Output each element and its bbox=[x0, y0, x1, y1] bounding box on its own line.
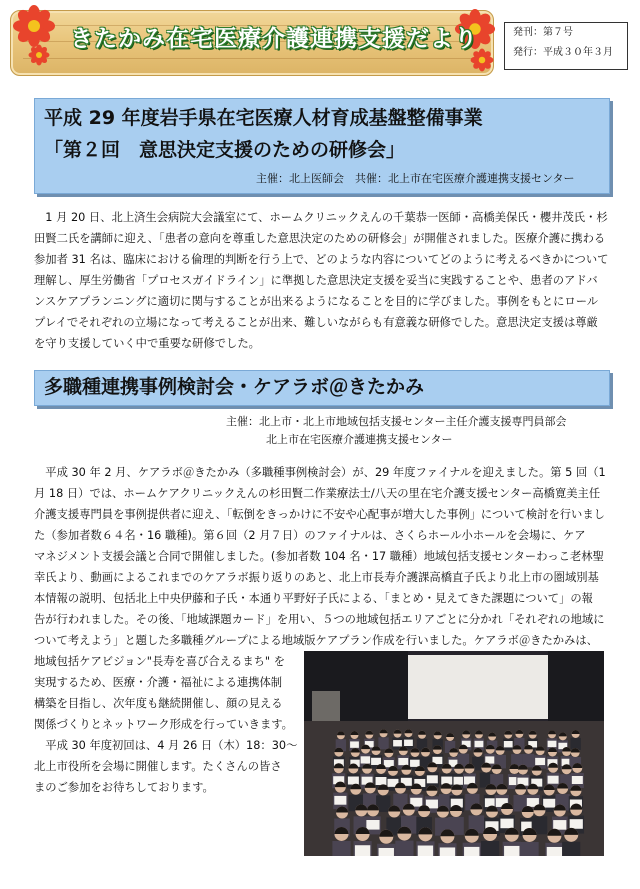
newsletter-title: きたかみ在宅医療介護連携支援だより bbox=[70, 26, 478, 52]
group-photo bbox=[304, 651, 604, 856]
body-line: 参加者 31 名は、臨床における倫理的判断を行う上で、どのような内容についてどのように考えるべきかについて bbox=[34, 253, 609, 266]
body-line: 関係づくりとネットワーク形成を行っていきます。 bbox=[34, 718, 293, 731]
body-line: ついて考えよう」と題した多職種グループによる地域版ケアプラン作成を行いました。ケアラボ＠きたかみは、 bbox=[34, 634, 598, 647]
body-line: 田賢二氏を講師に迎え、「患者の意向を尊重した意思決定のための研修会」が開催されました。医療介護に携わる bbox=[34, 232, 606, 245]
body-line: 1 月 20 日、北上済生会病院大会議室にて、ホームクリニックえんの千葉恭一医師・高橋美保氏・櫻井茂氏・杉 bbox=[34, 211, 608, 224]
article2-body-narrow bbox=[34, 651, 302, 798]
article1-body bbox=[34, 207, 614, 354]
issue-info-box bbox=[504, 22, 628, 70]
article2-body bbox=[34, 462, 614, 651]
body-line: マネジメント支援会議と合同で開催しました。(参加者数 104 名・17 職種）地域包括支援センターわっこ老林聖 bbox=[34, 550, 604, 563]
article1-sponsor: 主催：北上医師会 共催：北上市在宅医療介護連携支援センター bbox=[256, 172, 575, 185]
body-line: 本情報の説明、包括北上中央伊藤和子氏・本通り平野好子氏による、「まとめ・見えてきた課題について」の報 bbox=[34, 592, 593, 605]
article1-title-line2: 「第２回 意思決定支援のための研修会」 bbox=[44, 139, 406, 161]
body-line: 告が行われました。その後、「地域課題カード」を用い、５つの地域包括エリアごとに分かれ「それぞれの地域に bbox=[34, 613, 605, 626]
body-line: 幸氏より、動画によるこれまでのケアラボ振り返りのあと、北上市長寿介護課高橋直子氏より北上市の圏域別基 bbox=[34, 571, 599, 584]
body-line: 構築を目指し、次年度も継続開催し、顔の見える bbox=[34, 697, 283, 710]
body-line: 平成 30 年 2 月、ケアラボ＠きたかみ（多職種事例検討会）が、29 年度ファイナルを迎えました。第 5 回（1 bbox=[34, 466, 606, 479]
body-line: ンスケアプランニングに適切に関与することが出来るようになることを目的に学びました。事例をもとにロール bbox=[34, 295, 599, 308]
body-line: 地域包括ケアビジョン"長寿を喜び合えるまち" を bbox=[34, 655, 285, 668]
article2-title: 多職種連携事例検討会・ケアラボ＠きたかみ bbox=[44, 376, 425, 398]
flower-icon bbox=[28, 44, 50, 66]
flower-icon bbox=[12, 4, 56, 48]
body-line: まのご参加をお待ちしております。 bbox=[34, 781, 214, 794]
body-line: 介護支援専門員を事例提供者に迎え、「転倒をきっかけに不安や心配事が増大した事例」について検討を行いまし bbox=[34, 508, 605, 521]
group-photo-illustration bbox=[304, 651, 604, 856]
body-line: た（参加者数６４名・16 職種)。第６回（2 月７日）のファイナルは、さくらホール小ホールを会場に、ケア bbox=[34, 529, 586, 542]
issue-date: 発行：平成３０年３月 bbox=[513, 47, 613, 58]
body-line: 理解し、厚生労働省「プロセスガイドライン」に準拠した意思決定支援を妥当に実践することや、患者のアドバ bbox=[34, 274, 598, 287]
issue-number: 発刊：第７号 bbox=[513, 27, 573, 38]
body-line: 実現するため、医療・介護・福祉による連携体制 bbox=[34, 676, 283, 689]
body-line: 北上市役所を会場に開催します。たくさんの皆さ bbox=[34, 760, 282, 773]
body-line: プレイでそれぞれの立場になって考えることが出来、難しいながらも有意義な研修でした。意思決定支援は尊厳 bbox=[34, 316, 598, 329]
body-line: 平成 30 年度初回は、4 月 26 日（木）18：30～ bbox=[34, 739, 298, 752]
body-line: 月 18 日）では、ホームケアクリニックえんの杉田賢二作業療法士/八天の里在宅介護支援センター高橋寛美主任 bbox=[34, 487, 601, 500]
projector-screen bbox=[408, 655, 548, 719]
article2-sponsor-line1: 主催：北上市・北上市地域包括支援センター主任介護支援専門員部会 bbox=[226, 415, 567, 428]
article1-title-line1: 平成 29 年度岩手県在宅医療人材育成基盤整備事業 bbox=[44, 107, 483, 129]
article2-sponsor-line2: 北上市在宅医療介護連携支援センター bbox=[266, 433, 453, 446]
body-line: を守り支援していく中で重要な研修でした。 bbox=[34, 337, 260, 350]
